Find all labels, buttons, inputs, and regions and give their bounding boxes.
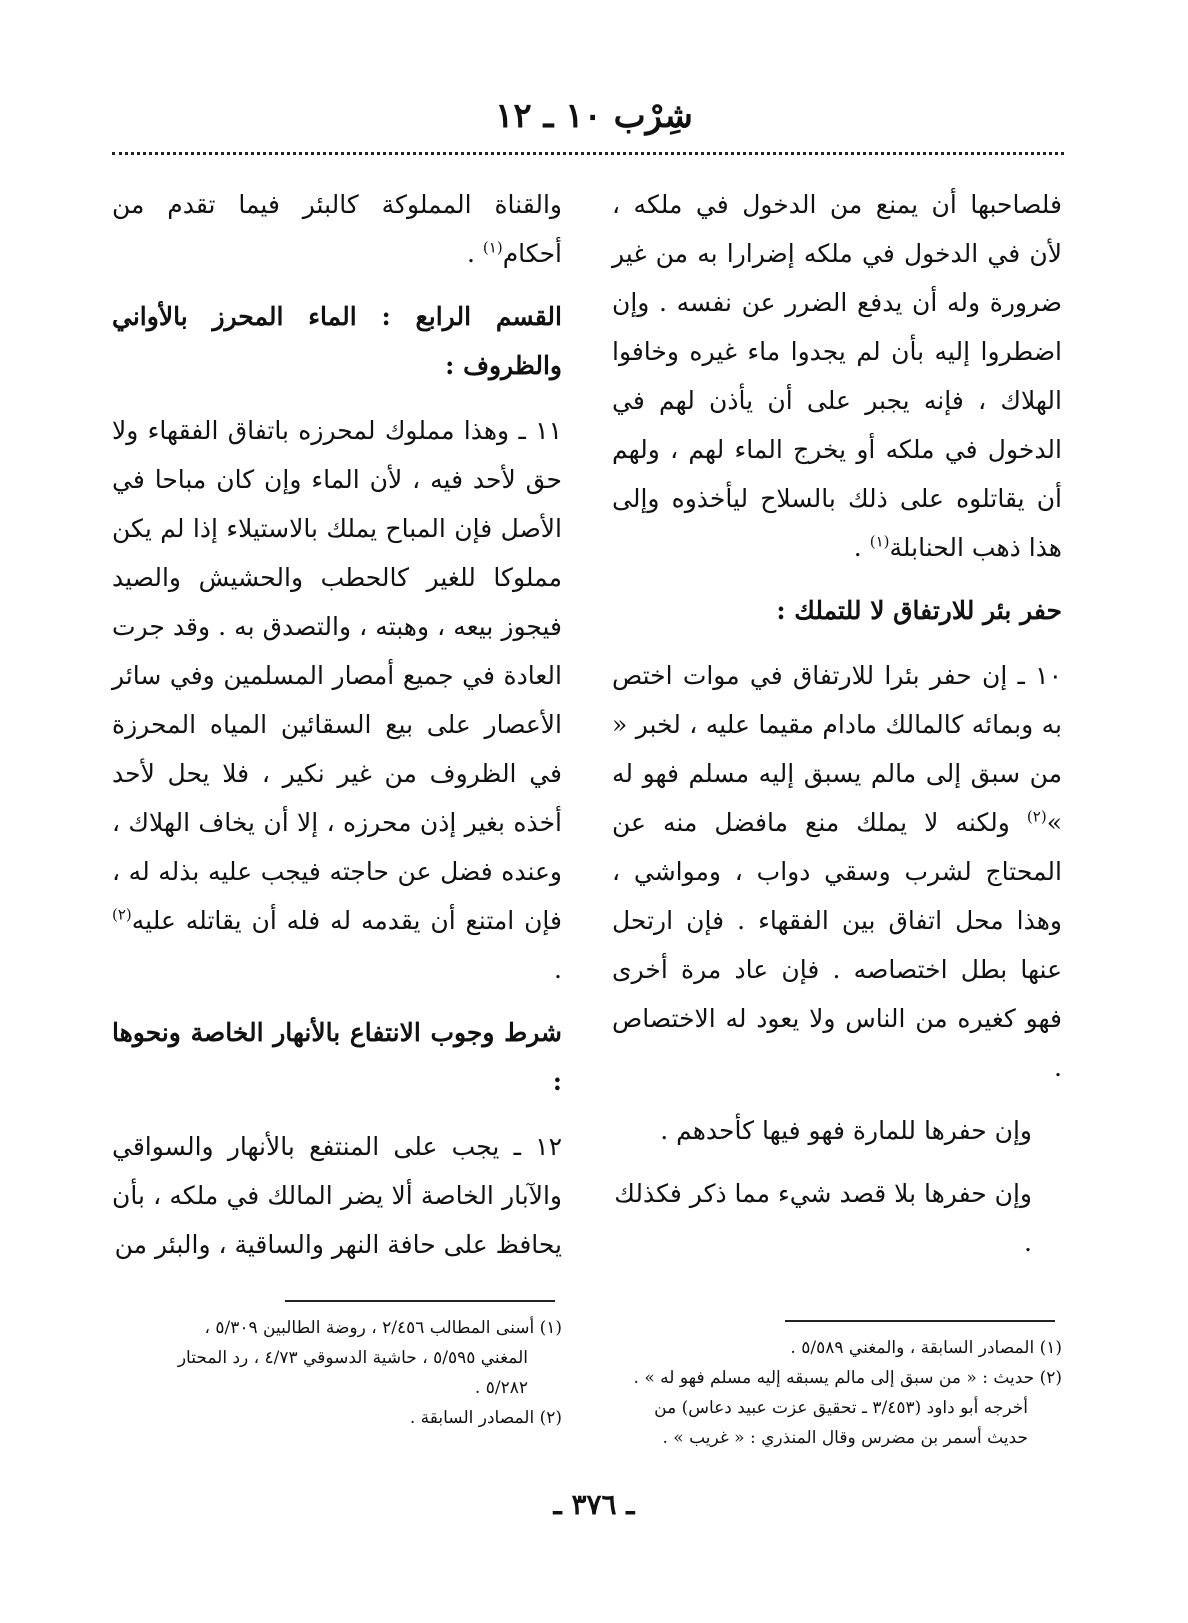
section-heading-section-four: القسم الرابع : الماء المحرز بالأواني والظروف : bbox=[112, 302, 562, 380]
right-paragraph-2-text-a: ١٠ ـ إن حفر بئرا للارتفاق في موات اختص به وبمائه كالمالك مادام مقيما عليه ، لخبر « من سبق إلى مالم يسبق إليه مسلم فهو له » bbox=[612, 661, 1062, 837]
footnote-rule-right bbox=[785, 1320, 1055, 1322]
right-column bbox=[612, 180, 1062, 1281]
footnote-ref-1: (١) bbox=[869, 532, 890, 551]
left-paragraph-1-text: والقناة المملوكة كالبئر فيما تقدم من أحكام bbox=[112, 190, 562, 268]
footnote-ref-1-left: (١) bbox=[482, 238, 503, 257]
right-paragraph-1-end: . bbox=[853, 533, 870, 562]
left-column bbox=[112, 180, 562, 1283]
header-dotted-rule bbox=[112, 152, 1064, 155]
footnote-ref-2: (٢) bbox=[1026, 807, 1047, 826]
footnotes-left bbox=[112, 1313, 562, 1433]
left-paragraph-1-end: . bbox=[467, 239, 483, 268]
footnote-rule-left bbox=[285, 1300, 555, 1302]
footnote-left-1-line-1: (١) أسنى المطالب ٢/٤٥٦ ، روضة الطالبين ٥/٣٠٩ ، bbox=[204, 1318, 562, 1338]
footnote-left-1-line-2: المغني ٥/٥٩٥ ، حاشية الدسوقي ٤/٧٣ ، رد المحتار bbox=[177, 1348, 528, 1368]
footnote-right-2-line-1: (٢) حديث : « من سبق إلى مالم يسبقه إليه مسلم فهو له » . bbox=[633, 1368, 1062, 1388]
section-heading-conditions: شرط وجوب الانتفاع بالأنهار الخاصة ونحوها : bbox=[112, 1018, 562, 1096]
footnotes-right bbox=[612, 1333, 1062, 1453]
right-paragraph-1-text: فلصاحبها أن يمنع من الدخول في ملكه ، لأن في الدخول في ملكه إضرارا به من غير ضرورة وله أن يدفع الضرر عن نفسه . وإن اضطروا إليه بأن لم يجدوا ماء غيره وخافوا الهلاك ، فإنه يجبر على أن يأذن لهم في الدخول في ملكه أو يخرج الماء لهم ، ولهم أن يقاتلوه على ذلك بالسلاح ليأخذوه وإلى هذا ذهب الحنابلة bbox=[612, 190, 1062, 562]
running-header-title: شِرْب ١٠ ـ ١٢ bbox=[495, 96, 693, 136]
right-paragraph-1 bbox=[612, 180, 1062, 572]
left-paragraph-2 bbox=[112, 406, 562, 994]
footnote-right-2-line-2: أخرجه أبو داود (٣/٤٥٣ ـ تحقيق عزت عبيد دعاس) من bbox=[654, 1398, 1028, 1418]
right-paragraph-3: وإن حفرها للمارة فهو فيها كأحدهم . bbox=[660, 1116, 1032, 1145]
left-paragraph-2-text: ١١ ـ وهذا مملوك لمحرزه باتفاق الفقهاء ولا حق لأحد فيه ، لأن الماء وإن كان مباحا في الأصل فإن المباح يملك بالاستيلاء إذا لم يكن مملوكا للغير كالحطب والحشيش والصيد فيجوز بيعه ، وهبته ، والتصدق به . وقد جرت العادة في جميع أمصار المسلمين وفي سائر الأعصار على بيع السقائين المياه المحرزة في الظروف من غير نكير ، فلا يحل لأحد أخذه بغير إذن محرزه ، إلا أن يخاف الهلاك ، وعنده فضل عن حاجته فيجب عليه بذله له ، فإن امتنع أن يقدمه له فله أن يقاتله عليه bbox=[112, 416, 562, 935]
right-paragraph-2-text-b: ولكنه لا يملك منع مافضل منه عن المحتاج لشرب وسقي دواب ، ومواشي ، وهذا محل اتفاق بين الفقهاء . فإن ارتحل عنها بطل اختصاصه . فإن عاد مرة أخرى فهو كغيره من الناس ولا يعود له الاختصاص . bbox=[612, 808, 1062, 1082]
footnote-right-2-line-3: حديث أسمر بن مضرس وقال المنذري : « غريب » . bbox=[662, 1428, 1028, 1448]
footnote-left-2: (٢) المصادر السابقة . bbox=[409, 1408, 562, 1428]
section-heading-well-digging: حفر بئر للارتفاق لا للتملك : bbox=[776, 596, 1062, 625]
left-paragraph-2-end: . bbox=[554, 955, 562, 984]
footnote-right-1: (١) المصادر السابقة ، والمغني ٥/٥٨٩ . bbox=[790, 1338, 1062, 1358]
footnote-ref-2-left: (٢) bbox=[112, 905, 132, 924]
left-paragraph-3: ١٢ ـ يجب على المنتفع بالأنهار والسواقي والآبار الخاصة ألا يضر المالك في ملكه ، بأن يحافظ على حافة النهر والساقية ، والبئر من bbox=[112, 1132, 562, 1259]
left-paragraph-1 bbox=[112, 180, 562, 278]
right-paragraph-2 bbox=[612, 651, 1062, 1092]
page-number: ـ ٣٧٦ ـ bbox=[553, 1488, 635, 1521]
right-paragraph-4: وإن حفرها بلا قصد شيء مما ذكر فكذلك . bbox=[614, 1179, 1032, 1257]
footnote-left-1-line-3: ٥/٢٨٢ . bbox=[474, 1378, 528, 1398]
